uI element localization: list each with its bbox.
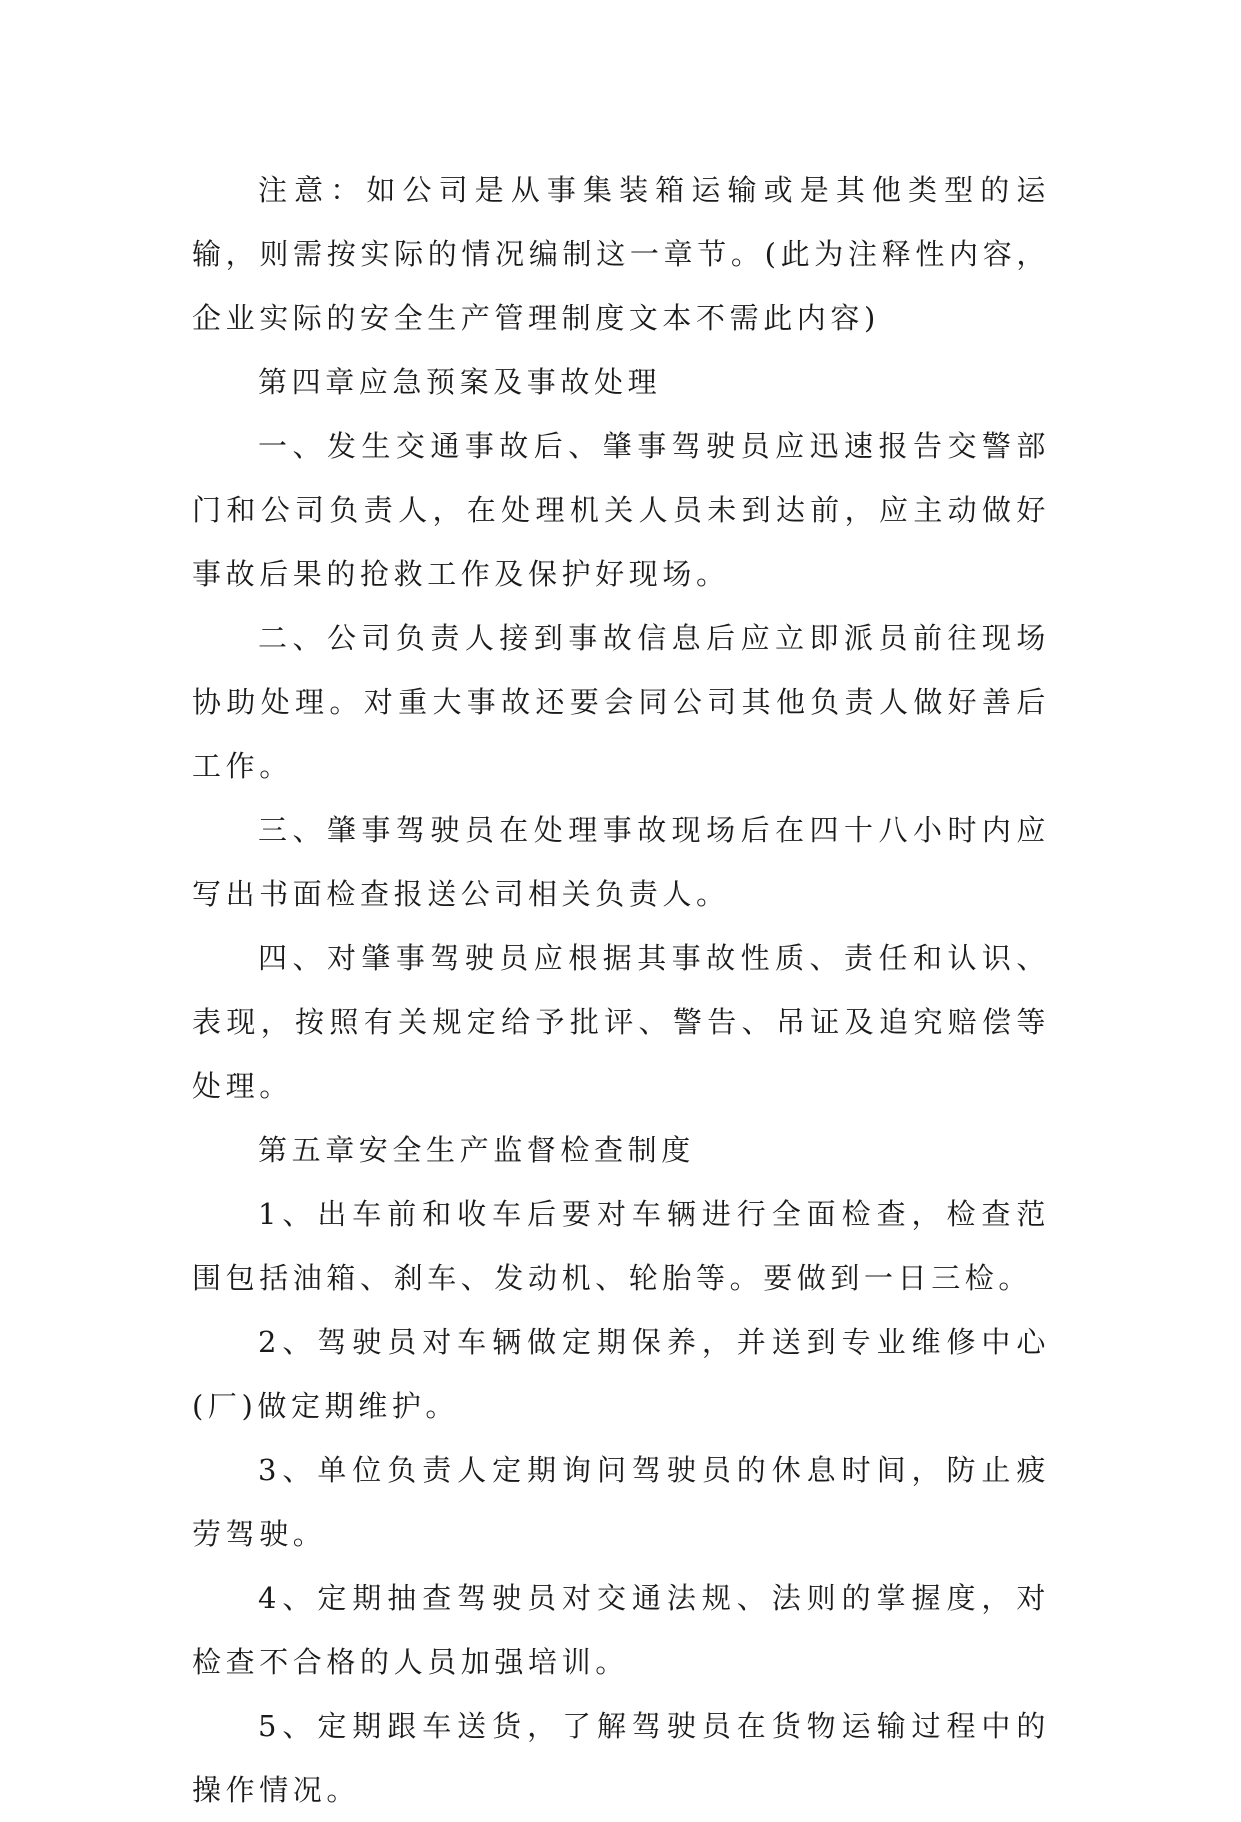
chapter-4-item-2: 二、公司负责人接到事故信息后应立即派员前往现场协助处理。对重大事故还要会同公司其他负责人做好善后工作。 — [192, 621, 1050, 783]
chapter-4-item-3: 三、肇事驾驶员在处理事故现场后在四十八小时内应写出书面检查报送公司相关负责人。 — [192, 813, 1050, 911]
chapter-5-item-1: 1、出车前和收车后要对车辆进行全面检查，检查范围包括油箱、刹车、发动机、轮胎等。要做到一日三检。 — [192, 1197, 1050, 1295]
chapter-4-item-1: 一、发生交通事故后、肇事驾驶员应迅速报告交警部门和公司负责人，在处理机关人员未到达前，应主动做好事故后果的抢救工作及保护好现场。 — [192, 429, 1050, 591]
document-body — [192, 158, 1050, 1822]
chapter-4-heading: 第四章应急预案及事故处理 — [258, 365, 662, 399]
chapter-5-item-3: 3、单位负责人定期询问驾驶员的休息时间，防止疲劳驾驶。 — [192, 1453, 1050, 1551]
chapter-5-item-5: 5、定期跟车送货，了解驾驶员在货物运输过程中的操作情况。 — [192, 1709, 1050, 1807]
note-paragraph: 注意：如公司是从事集装箱运输或是其他类型的运输，则需按实际的情况编制这一章节。(此为注释性内容，企业实际的安全生产管理制度文本不需此内容) — [192, 173, 1050, 335]
chapter-5-heading: 第五章安全生产监督检查制度 — [258, 1133, 695, 1167]
chapter-5-item-4: 4、定期抽查驾驶员对交通法规、法则的掌握度，对检查不合格的人员加强培训。 — [192, 1581, 1050, 1679]
chapter-4-item-4: 四、对肇事驾驶员应根据其事故性质、责任和认识、表现，按照有关规定给予批评、警告、吊证及追究赔偿等处理。 — [192, 941, 1050, 1103]
chapter-5-item-2: 2、驾驶员对车辆做定期保养，并送到专业维修中心(厂)做定期维护。 — [192, 1325, 1050, 1423]
